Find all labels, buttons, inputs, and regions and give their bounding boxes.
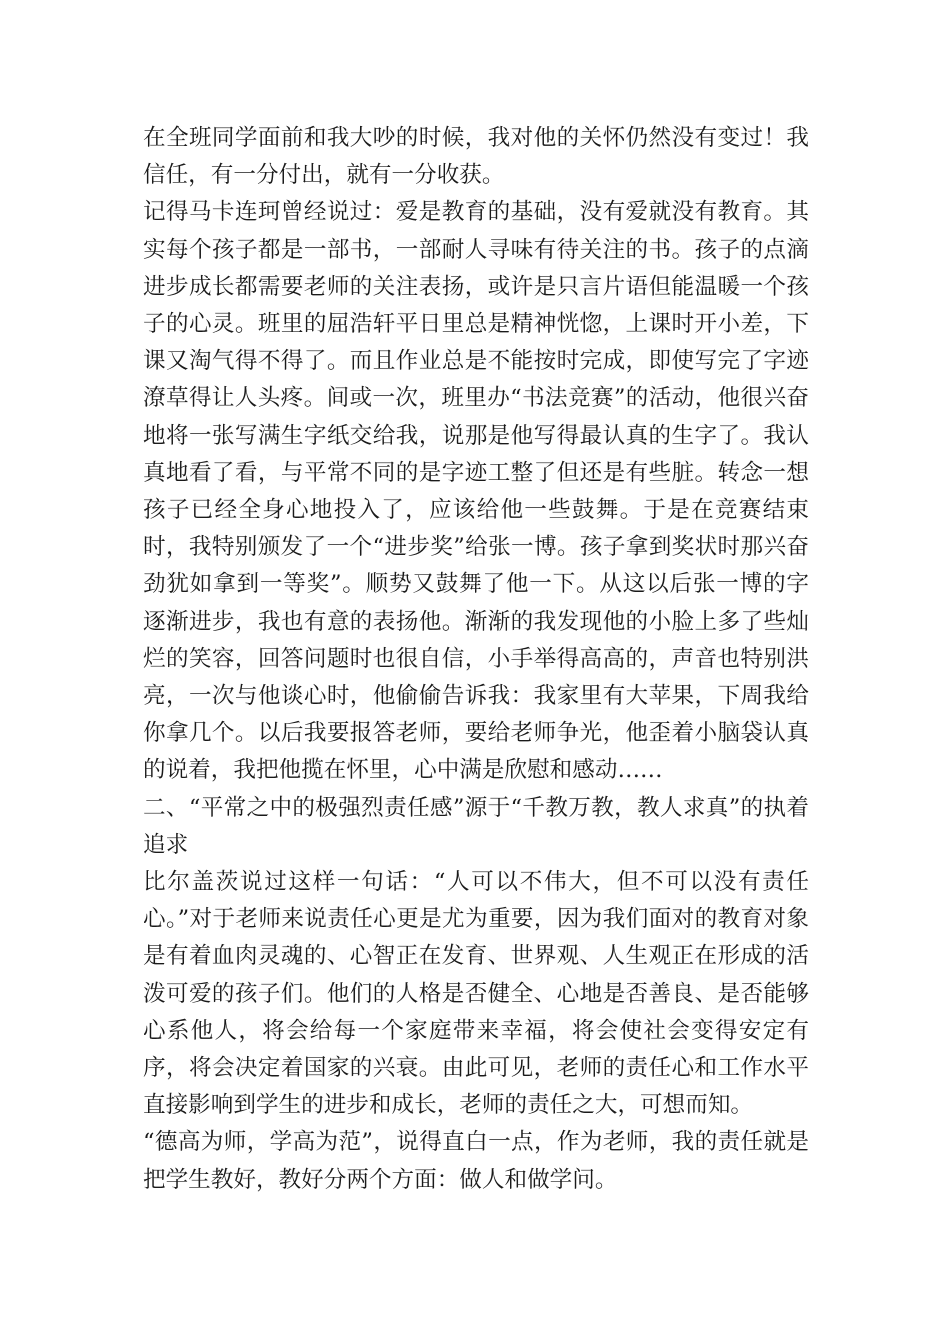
paragraph-teacher-duty: “德高为师，学高为范”，说得直白一点，作为老师，我的责任就是把学生教好，教好分两个方面：做人和做学问。: [143, 1129, 809, 1193]
paragraph-responsibility: 比尔盖茨说过这样一句话：“人可以不伟大，但不可以没有责任心。”对于老师来说责任心更是尤为重要，因为我们面对的教育对象是有着血肉灵魂的、心智正在发育、世界观、人生观正在形成的活泼可爱的孩子们。他们的人格是否健全、心地是否善良、是否能够心系他人，将会给每一个家庭带来幸福，将会使社会变得安定有序，将会决定着国家的兴衰。由此可见，老师的责任心和工作水平直接影响到学生的进步和成长，老师的责任之大，可想而知。: [143, 869, 809, 1119]
paragraph-continuation: 在全班同学面前和我大吵的时候，我对他的关怀仍然没有变过！我信任，有一分付出，就有一分收获。: [143, 125, 809, 189]
section-heading-two: 二、“平常之中的极强烈责任感”源于“千教万教，教人求真”的执着追求: [143, 794, 809, 858]
paragraph-makarenko: 记得马卡连珂曾经说过：爱是教育的基础，没有爱就没有教育。其实每个孩子都是一部书，一部耐人寻味有待关注的书。孩子的点滴进步成长都需要老师的关注表扬，或许是只言片语但能温暖一个孩子的心灵。班里的屈浩轩平日里总是精神恍惚，上课时开小差，下课又淘气得不得了。而且作业总是不能按时完成，即使写完了字迹潦草得让人头疼。间或一次，班里办“书法竞赛”的活动，他很兴奋地将一张写满生字纸交给我，说那是他写得最认真的生字了。我认真地看了看，与平常不同的是字迹工整了但还是有些脏。转念一想孩子已经全身心地投入了，应该给他一些鼓舞。于是在竞赛结束时，我特别颁发了一个“进步奖”给张一博。孩子拿到奖状时那兴奋劲犹如拿到一等奖”。顺势又鼓舞了他一下。从这以后张一博的字逐渐进步，我也有意的表扬他。渐渐的我发现他的小脸上多了些灿烂的笑容，回答问题时也很自信，小手举得高高的，声音也特别洪亮，一次与他谈心时，他偷偷告诉我：我家里有大苹果，下周我给你拿几个。以后我要报答老师，要给老师争光，他歪着小脑袋认真的说着，我把他揽在怀里，心中满是欣慰和感动……: [143, 199, 809, 784]
document-body: [143, 120, 809, 1199]
